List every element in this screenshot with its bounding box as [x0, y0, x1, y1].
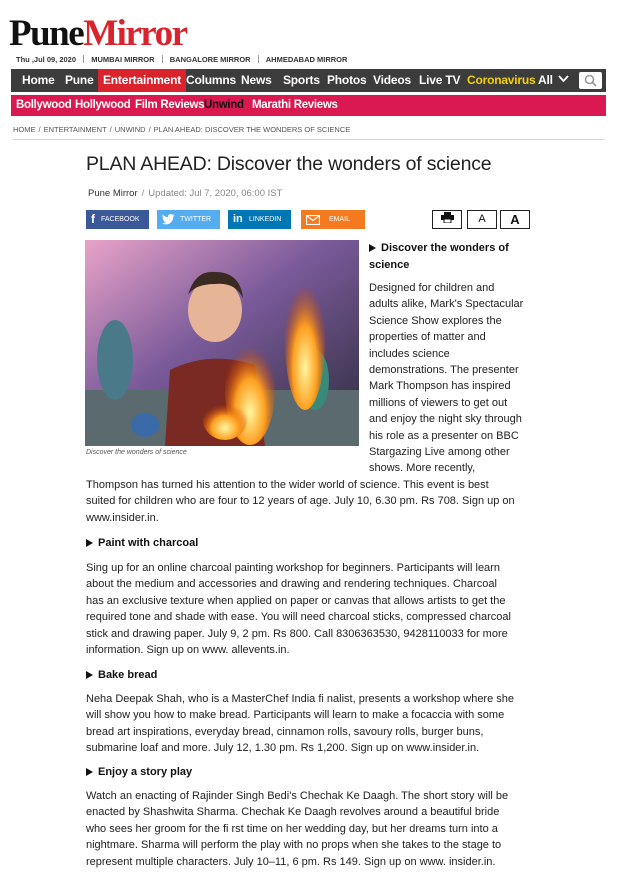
- subnav-item-hollywood[interactable]: Hollywood: [75, 99, 131, 111]
- search-button[interactable]: [579, 72, 602, 89]
- print-icon: [441, 212, 454, 223]
- section-paragraph: Neha Deepak Shah, who is a MasterChef India fi nalist, presents a workshop where she will show you how to make bread. Participants will learn to make a focaccia with some bread art inspirations, everyday bread, cinnamon rolls, savoury rolls, burger buns, submarine loaf and more. July 12, 1.30 pm. Rs 1,200. Sign up on www.insider.in.: [86, 693, 515, 755]
- edition-link[interactable]: MUMBAI MIRROR: [91, 55, 155, 64]
- nav-item-columns[interactable]: Columns: [186, 73, 236, 87]
- nav-item-home[interactable]: Home: [22, 73, 55, 87]
- section-paragraph: Watch an enacting of Rajinder Singh Bedi's Chechak Ke Daagh. The short story will be enacted by Shashwita Sharma. Chechak Ke Daagh revolves around a beautiful bride who sees her groom for the fi rst time on her wedding day, but her dreams turn into a nightmare. Sharma will perform the play with no props when she takes to the stage to represent multiple characters. July 10–11, 6 pm. Rs 149. Sign up on www. insider.in.: [86, 790, 509, 868]
- nav-item-live-tv[interactable]: Live TV: [419, 73, 461, 87]
- nav-item-pune[interactable]: Pune: [65, 73, 94, 87]
- triangle-bullet-icon: [86, 671, 93, 679]
- section-paragraph: Sing up for an online charcoal painting workshop for beginners. Participants will learn about the medium and accessories and drawing and rendering techniques. Charcoal has an exclusive texture when applied on paper or canvas that allows artists to get the required tone and shade with ease. You will need charcoal sticks, compressed charcoal stick and drawing paper. July 9, 2 pm. Rs 800. Call 8306363530, 9428110033 for more information. Sign up on www. allevents.in.: [86, 562, 511, 657]
- edition-link[interactable]: AHMEDABAD MIRROR: [265, 55, 348, 64]
- divider: [13, 139, 605, 140]
- triangle-bullet-icon: [86, 539, 93, 547]
- edition-link[interactable]: BANGALORE MIRROR: [169, 55, 251, 64]
- nav-item-coronavirus[interactable]: Coronavirus: [467, 73, 536, 87]
- nav-all-label: All: [538, 73, 553, 87]
- breadcrumb-entertainment[interactable]: ENTERTAINMENT: [43, 125, 107, 134]
- logo-mirror: Mirror: [83, 13, 187, 54]
- nav-item-news[interactable]: News: [241, 73, 272, 87]
- share-facebook-label: FACEBOOK: [101, 216, 140, 223]
- search-icon: [584, 74, 597, 87]
- share-facebook-button[interactable]: [86, 210, 149, 229]
- breadcrumb-home[interactable]: HOME: [13, 125, 36, 134]
- article-image: [85, 240, 359, 446]
- updated-timestamp: Updated: Jul 7, 2020, 06:00 IST: [148, 188, 283, 199]
- author: Pune Mirror: [88, 188, 138, 199]
- triangle-bullet-icon: [369, 244, 376, 252]
- current-date: Thu ,Jul 09, 2020: [16, 55, 77, 64]
- font-increase-button[interactable]: A: [500, 210, 530, 229]
- logo-pune: Pune: [9, 13, 84, 54]
- nav-item-sports[interactable]: Sports: [283, 73, 320, 87]
- share-linkedin-button[interactable]: [228, 210, 291, 229]
- nav-item-videos[interactable]: Videos: [373, 73, 411, 87]
- twitter-icon: [162, 214, 175, 225]
- breadcrumb-current: PLAN AHEAD: DISCOVER THE WONDERS OF SCIENCE: [153, 125, 351, 134]
- breadcrumb: HOME / ENTERTAINMENT / UNWIND / PLAN AHEAD: DISCOVER THE WONDERS OF SCIENCE: [13, 125, 351, 134]
- masthead: [9, 12, 605, 66]
- chevron-down-icon: [558, 75, 569, 83]
- share-email-label: EMAIL: [329, 216, 351, 223]
- nav-item-entertainment[interactable]: Entertainment: [98, 69, 186, 92]
- section-heading: Paint with charcoal: [86, 535, 198, 551]
- section-paragraph: Designed for children and adults alike, Mark's Spectacular Science Show explores the properties of matter and includes science demonstrations. The presenter Mark Thompson has inspired millions of viewers to get out and enjoy the night sky through his role as a presenter on BBC Stargazing Live among other shows. More recently,: [369, 282, 524, 475]
- primary-nav: [11, 69, 606, 92]
- dateline: [16, 55, 347, 64]
- nav-item-all[interactable]: [538, 69, 569, 92]
- subnav-item-unwind[interactable]: Unwind: [204, 99, 244, 111]
- share-linkedin-label: LINKEDIN: [249, 216, 282, 223]
- image-caption: Discover the wonders of science: [86, 449, 187, 456]
- byline: Pune Mirror / Updated: Jul 7, 2020, 06:00 IST: [88, 188, 283, 199]
- section-heading: Bake bread: [86, 667, 157, 683]
- secondary-nav: [11, 95, 606, 116]
- facebook-icon: f: [91, 212, 95, 226]
- subnav-item-bollywood[interactable]: Bollywood: [16, 99, 72, 111]
- subnav-item-film-reviews[interactable]: Film Reviews: [135, 99, 205, 111]
- font-decrease-button[interactable]: A: [467, 210, 497, 229]
- share-twitter-button[interactable]: [157, 210, 220, 229]
- nav-item-photos[interactable]: Photos: [327, 73, 367, 87]
- linkedin-icon: in: [233, 213, 243, 225]
- site-logo[interactable]: [9, 12, 187, 56]
- section-heading: Enjoy a story play: [86, 764, 192, 780]
- email-icon: [306, 215, 320, 225]
- breadcrumb-unwind[interactable]: UNWIND: [114, 125, 146, 134]
- subnav-item-marathi-reviews[interactable]: Marathi Reviews: [252, 99, 338, 111]
- share-email-button[interactable]: [301, 210, 365, 229]
- share-twitter-label: TWITTER: [180, 216, 212, 223]
- article-title: PLAN AHEAD: Discover the wonders of science: [86, 153, 492, 175]
- section-heading: Discover the wonders of science: [369, 242, 509, 271]
- section-paragraph: Thompson has turned his attention to the wider world of science. This event is best suited for children who are four to 12 years of age. July 10, 6.30 pm. Rs 708. Sign up on www.insider.in.: [86, 479, 515, 524]
- triangle-bullet-icon: [86, 768, 93, 776]
- print-button[interactable]: [432, 210, 462, 229]
